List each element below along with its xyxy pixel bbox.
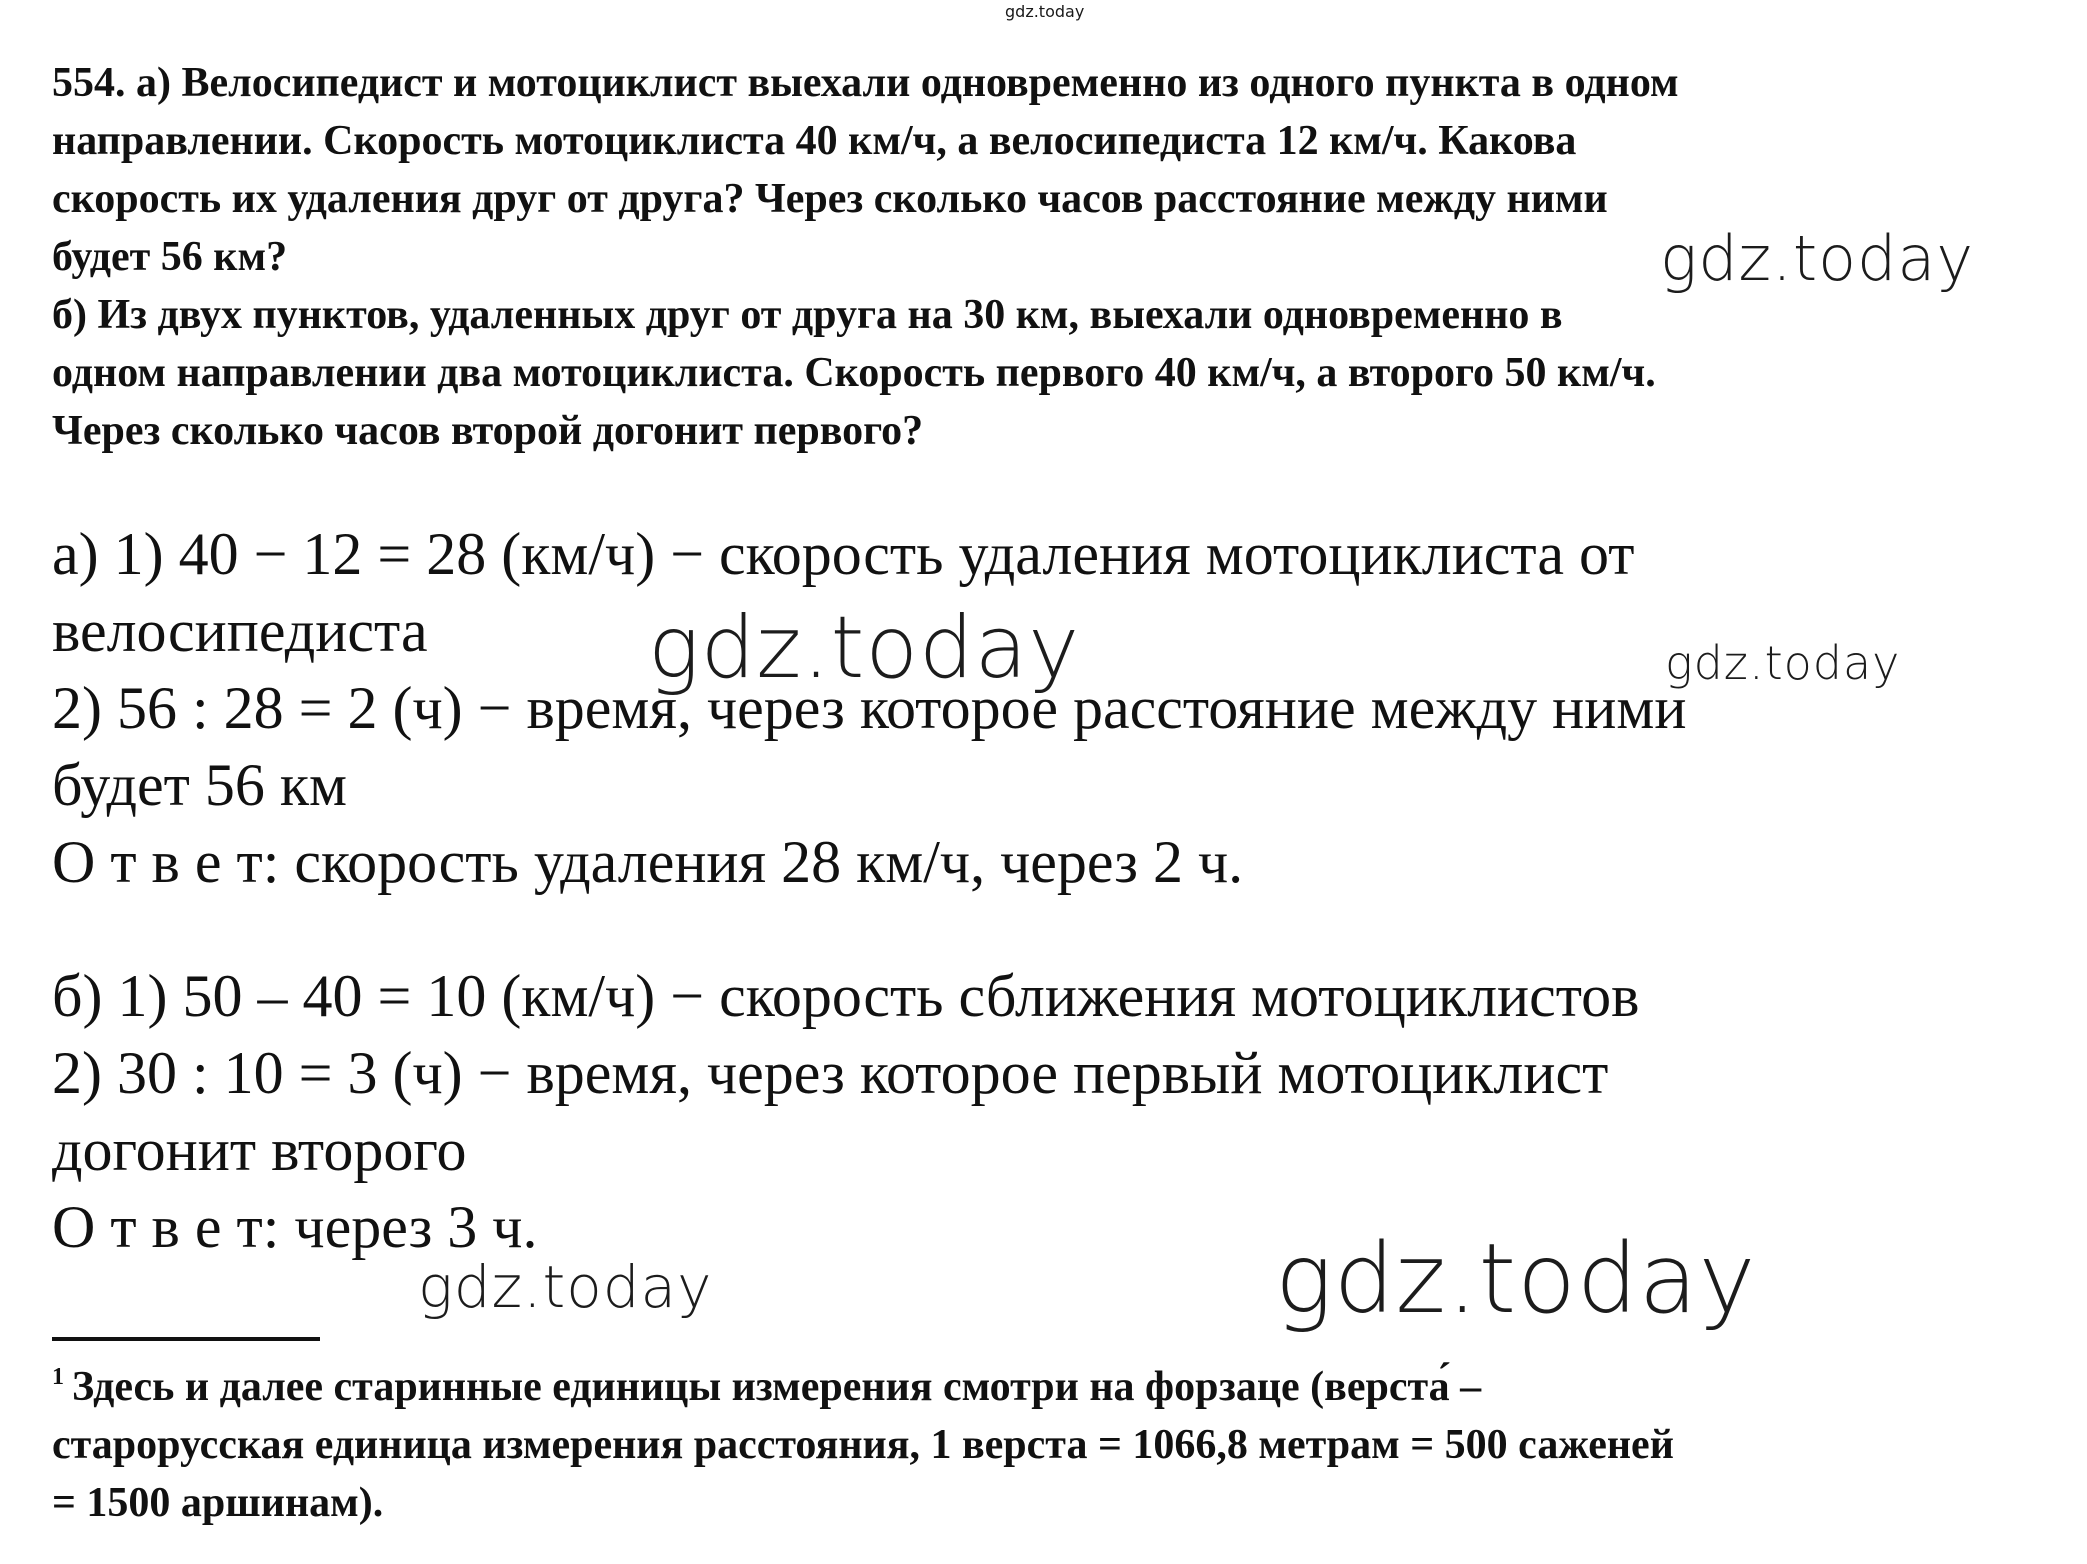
- watermark: gdz.today: [648, 598, 1081, 698]
- problem-part-a: 554. а) Велосипедист и мотоциклист выехали одновременно из одного пункта в одном направлении. Скорость мотоциклиста 40 км/ч, а велосипедиста 12 км/ч. Какова скорость их удаления друг от друга? Через сколько часов расстояние между ними будет 56 км?: [52, 60, 1679, 280]
- solution-b-line: 2) 30 : 10 = 3 (ч) − время, через которое первый мотоциклист: [52, 1040, 1609, 1106]
- footnote-marker: 1: [52, 1364, 64, 1390]
- watermark: gdz.today: [418, 1253, 713, 1321]
- solution-a-line: велосипедиста: [52, 598, 428, 664]
- footnote-divider: [52, 1337, 320, 1341]
- watermark: gdz.today: [1665, 636, 1901, 690]
- solution-a-line: 2) 56 : 28 = 2 (ч) − время, через которое расстояние между ними: [52, 675, 1687, 741]
- watermark: gdz.today: [1660, 222, 1975, 295]
- top-watermark: gdz.today: [1005, 2, 1085, 21]
- solution-b-line: б) 1) 50 – 40 = 10 (км/ч) − скорость сближения мотоциклистов: [52, 963, 1640, 1029]
- solution-a-answer: О т в е т: скорость удаления 28 км/ч, через 2 ч.: [52, 829, 1244, 895]
- solution-a-line: будет 56 км: [52, 752, 347, 818]
- solution-b-answer: О т в е т: через 3 ч.: [52, 1194, 538, 1260]
- solution-a-line: а) 1) 40 − 12 = 28 (км/ч) − скорость удаления мотоциклиста от: [52, 521, 1635, 587]
- solution-b-line: догонит второго: [52, 1117, 467, 1183]
- solution-part-a: [52, 516, 1686, 901]
- watermark: gdz.today: [1275, 1223, 1757, 1335]
- solution-part-b: [52, 958, 1640, 1266]
- problem-part-b: б) Из двух пунктов, удаленных друг от друга на 30 км, выехали одновременно в одном направлении два мотоциклиста. Скорость первого 40 км/ч, а второго 50 км/ч. Через сколько часов второй догонит первого?: [52, 292, 1656, 454]
- footnote-text: Здесь и далее старинные единицы измерения смотри на форзаце (верста́ – старорусская единица измерения расстояния, 1 верста = 1066,8 метрам = 500 саженей = 1500 аршинам).: [52, 1364, 1674, 1526]
- footnote: [52, 1348, 2052, 1532]
